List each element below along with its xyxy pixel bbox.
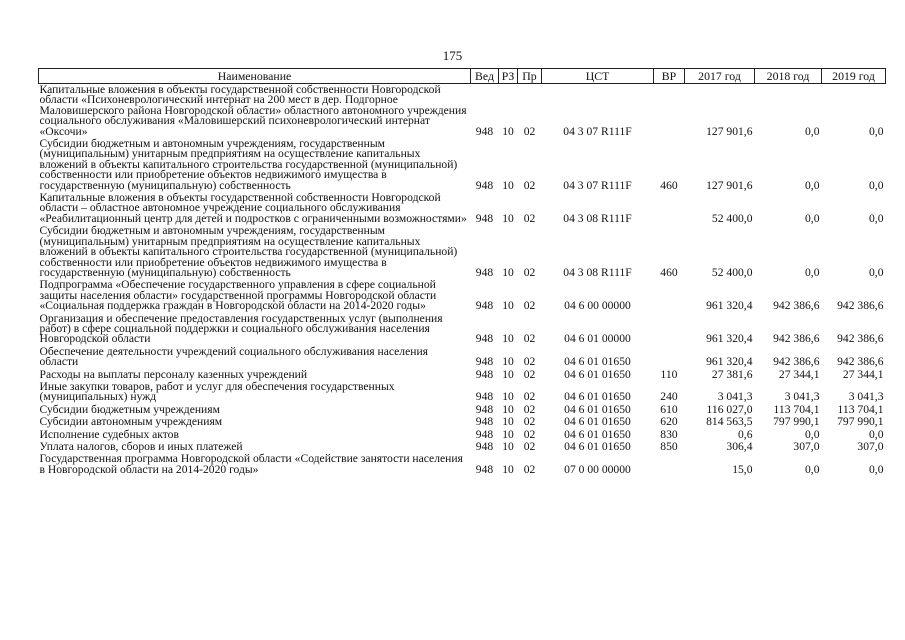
table-row xyxy=(39,192,886,225)
cell-2018: 3 041,3 xyxy=(784,390,820,404)
table-row xyxy=(39,138,886,192)
cell-2018: 942 386,6 xyxy=(773,299,820,313)
cell-rz: 10 xyxy=(502,211,514,225)
cell-pr: 02 xyxy=(523,332,536,346)
header-2019: 2019 год xyxy=(822,69,886,84)
cell-pr: 02 xyxy=(523,211,536,225)
cell-2017: 814 563,5 xyxy=(706,415,753,429)
cell-name: Субсидии бюджетным и автономным учреждениям, государственным (муниципальным) унитарным предприятиям на осуществление капитальных вложений в объекты капитального строительства государственной (муниципальной) собственности или приобретение объектов недвижимого имущества в государственную (муниципальную) собственность xyxy=(39,137,458,192)
header-cst: ЦСТ xyxy=(542,69,654,84)
cell-pr: 02 xyxy=(523,415,536,429)
cell-rz: 10 xyxy=(502,415,514,429)
cell-cst: 04 6 01 01650 xyxy=(564,440,631,453)
cell-name: Организация и обеспечение предоставления государственных услуг (выполнения работ) в сфере социальной поддержки и социального обслуживания населения Новгородской области xyxy=(39,311,443,346)
cell-cst: 04 3 08 R111F xyxy=(563,265,632,279)
cell-2017: 3 041,3 xyxy=(717,390,753,404)
table-row xyxy=(39,225,886,279)
header-ved: Вед xyxy=(471,69,499,84)
cell-name: Иные закупки товаров, работ и услуг для обеспечения государственных (муниципальных) нужд xyxy=(39,379,395,404)
cell-name: Исполнение судебных актов xyxy=(39,427,179,441)
cell-ved: 948 xyxy=(475,462,494,476)
cell-pr: 02 xyxy=(523,367,536,381)
table-row xyxy=(39,313,886,346)
cell-2017: 961 320,4 xyxy=(706,332,753,346)
cell-ved: 948 xyxy=(475,211,494,225)
cell-pr: 02 xyxy=(523,299,536,313)
cell-2017: 0,6 xyxy=(738,427,753,441)
cell-vr xyxy=(654,453,685,476)
cell-2019: 0,0 xyxy=(869,265,884,279)
cell-vr xyxy=(654,84,685,139)
header-pr: Пр xyxy=(518,69,542,84)
cell-cst: 07 0 00 00000 xyxy=(564,462,631,476)
cell-name: Уплата налогов, сборов и иных платежей xyxy=(39,440,243,453)
cell-cst: 04 3 08 R111F xyxy=(563,211,632,225)
cell-ved: 948 xyxy=(475,178,494,192)
cell-cst: 04 6 00 00000 xyxy=(564,299,631,313)
cell-2019: 0,0 xyxy=(869,427,884,441)
cell-ved: 948 xyxy=(475,427,494,441)
header-2018: 2018 год xyxy=(755,69,822,84)
cell-ved: 948 xyxy=(475,299,494,313)
table-header xyxy=(39,69,886,84)
cell-2018: 113 704,1 xyxy=(773,402,820,416)
cell-cst: 04 6 01 01650 xyxy=(564,390,631,404)
cell-rz: 10 xyxy=(502,402,514,416)
cell-vr xyxy=(654,192,685,225)
cell-name: Субсидии бюджетным учреждениям xyxy=(39,402,220,416)
cell-cst: 04 3 07 R111F xyxy=(563,124,632,138)
cell-2018: 0,0 xyxy=(805,211,820,225)
cell-ved: 948 xyxy=(475,390,494,404)
cell-2018: 942 386,6 xyxy=(773,355,820,369)
cell-2017: 52 400,0 xyxy=(711,211,753,225)
cell-2018: 0,0 xyxy=(805,265,820,279)
cell-name: Подпрограмма «Обеспечение государственного управления в сфере социальной защиты населения области» государственной программы Новгородской области «Социальная поддержка граждан в Новгородской области на 2014-2020 годы» xyxy=(39,278,437,313)
cell-vr: 620 xyxy=(660,415,678,429)
cell-name: Субсидии бюджетным и автономным учреждениям, государственным (муниципальным) унитарным предприятиям на осуществление капитальных вложений в объекты капитального строительства государственной (муниципальной) собственности или приобретение объектов недвижимого имущества в государственную (муниципальную) собственность xyxy=(39,224,458,279)
table-row xyxy=(39,381,886,404)
cell-2017: 52 400,0 xyxy=(711,265,753,279)
cell-ved: 948 xyxy=(475,415,494,429)
cell-vr xyxy=(654,346,685,369)
cell-pr: 02 xyxy=(523,402,536,416)
cell-2019: 797 990,1 xyxy=(837,415,884,429)
cell-pr: 02 xyxy=(523,355,536,369)
cell-rz: 10 xyxy=(502,440,514,453)
cell-ved: 948 xyxy=(475,265,494,279)
cell-2018: 797 990,1 xyxy=(773,415,820,429)
cell-2018: 0,0 xyxy=(805,427,820,441)
cell-rz: 10 xyxy=(502,355,514,369)
cell-2019: 113 704,1 xyxy=(837,402,884,416)
cell-ved: 948 xyxy=(475,332,494,346)
cell-ved: 948 xyxy=(475,440,494,453)
cell-rz: 10 xyxy=(502,462,514,476)
table-body xyxy=(39,84,886,477)
cell-2017: 127 901,6 xyxy=(706,124,753,138)
cell-2019: 3 041,3 xyxy=(848,390,884,404)
cell-2019: 942 386,6 xyxy=(837,355,884,369)
cell-vr xyxy=(654,313,685,346)
cell-2018: 0,0 xyxy=(805,462,820,476)
cell-rz: 10 xyxy=(502,299,514,313)
cell-2017: 961 320,4 xyxy=(706,355,753,369)
cell-vr: 240 xyxy=(660,390,678,404)
cell-name: Государственная программа Новгородской области «Содействие занятости населения в Новгородской области на 2014-2020 годы» xyxy=(39,452,463,476)
cell-ved: 948 xyxy=(475,402,494,416)
cell-2019: 307,0 xyxy=(857,440,884,453)
cell-pr: 02 xyxy=(523,265,536,279)
header-rz: РЗ xyxy=(499,69,518,84)
table-row xyxy=(39,279,886,312)
cell-2018: 0,0 xyxy=(805,178,820,192)
cell-ved: 948 xyxy=(475,367,494,381)
cell-cst: 04 6 01 01650 xyxy=(564,367,631,381)
cell-cst: 04 6 01 00000 xyxy=(564,332,631,346)
table-row xyxy=(39,453,886,476)
page-number: 175 xyxy=(442,48,463,63)
cell-rz: 10 xyxy=(502,178,514,192)
cell-vr: 610 xyxy=(660,402,678,416)
cell-2019: 27 344,1 xyxy=(842,367,884,381)
cell-pr: 02 xyxy=(523,427,536,441)
cell-ved: 948 xyxy=(475,124,494,138)
cell-vr: 110 xyxy=(660,367,678,381)
cell-pr: 02 xyxy=(523,440,536,453)
cell-2019: 0,0 xyxy=(869,211,884,225)
cell-name: Капитальные вложения в объекты государственной собственности Новгородской области «Психоневрологический интернат на 200 мест в дер. Подгорное Маловишерского района Новгородской области» областного автономного учреждения социального обслуживания «Маловишерский психоневрологический интернат «Оксочи» xyxy=(39,83,467,138)
cell-vr: 850 xyxy=(660,440,678,453)
budget-table xyxy=(38,68,886,476)
cell-2018: 307,0 xyxy=(793,440,820,453)
cell-pr: 02 xyxy=(523,178,536,192)
cell-cst: 04 6 01 01650 xyxy=(564,415,631,429)
table-row xyxy=(39,346,886,369)
cell-vr xyxy=(654,279,685,312)
cell-vr: 460 xyxy=(660,178,678,192)
cell-2018: 27 344,1 xyxy=(778,367,820,381)
cell-2017: 127 901,6 xyxy=(706,178,753,192)
cell-rz: 10 xyxy=(502,124,514,138)
cell-rz: 10 xyxy=(502,390,514,404)
cell-name: Субсидии автономным учреждениям xyxy=(39,415,223,429)
cell-rz: 10 xyxy=(502,332,514,346)
cell-name: Обеспечение деятельности учреждений социального обслуживания населения области xyxy=(39,344,428,369)
table-row xyxy=(39,84,886,139)
cell-ved: 948 xyxy=(475,355,494,369)
cell-2018: 942 386,6 xyxy=(773,332,820,346)
cell-pr: 02 xyxy=(523,462,536,476)
header-2017: 2017 год xyxy=(685,69,755,84)
cell-2018: 0,0 xyxy=(805,124,820,138)
header-name: Наименование xyxy=(39,69,471,84)
cell-rz: 10 xyxy=(502,427,514,441)
cell-2019: 942 386,6 xyxy=(837,332,884,346)
cell-2017: 27 381,6 xyxy=(711,367,753,381)
cell-2017: 116 027,0 xyxy=(706,402,753,416)
cell-2019: 0,0 xyxy=(869,124,884,138)
cell-name: Расходы на выплаты персоналу казенных учреждений xyxy=(39,367,308,381)
cell-pr: 02 xyxy=(523,390,536,404)
header-vr: ВР xyxy=(654,69,685,84)
cell-2019: 942 386,6 xyxy=(837,299,884,313)
cell-vr: 460 xyxy=(660,265,678,279)
cell-rz: 10 xyxy=(502,265,514,279)
cell-rz: 10 xyxy=(502,367,514,381)
cell-cst: 04 6 01 01650 xyxy=(564,427,631,441)
cell-cst: 04 6 01 01650 xyxy=(564,355,631,369)
cell-cst: 04 3 07 R111F xyxy=(563,178,632,192)
cell-name: Капитальные вложения в объекты государственной собственности Новгородской области – областное автономное учреждение социального обслуживания «Реабилитационный центр для детей и подростков с ограниченными возможностями» xyxy=(39,191,467,225)
cell-vr: 830 xyxy=(660,427,678,441)
cell-pr: 02 xyxy=(523,124,536,138)
cell-2019: 0,0 xyxy=(869,462,884,476)
cell-2019: 0,0 xyxy=(869,178,884,192)
cell-cst: 04 6 01 01650 xyxy=(564,402,631,416)
table-row xyxy=(39,416,886,428)
cell-2017: 961 320,4 xyxy=(706,299,753,313)
cell-2017: 306,4 xyxy=(726,440,753,453)
cell-2017: 15,0 xyxy=(732,462,753,476)
